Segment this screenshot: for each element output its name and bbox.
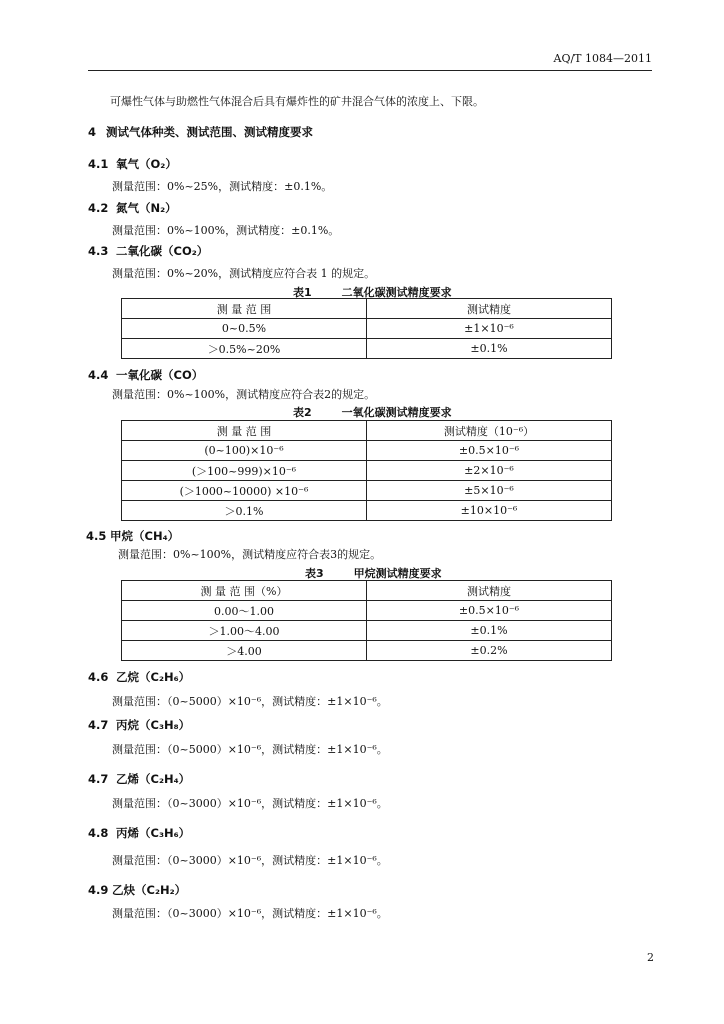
- section-title: 氮气（N₂）: [116, 201, 177, 215]
- section-4-6-heading: [88, 669, 190, 685]
- page-number: 2: [647, 951, 654, 964]
- header-cell: 测试精度: [367, 299, 612, 319]
- table-3-caption: [305, 565, 442, 581]
- section-num: 4.5: [86, 529, 107, 543]
- section-4-heading: [88, 124, 313, 140]
- table-row: [122, 641, 612, 661]
- table-1: [121, 298, 612, 359]
- header-cell: 测 量 范 围: [122, 421, 367, 441]
- table-cell: ±10×10⁻⁶: [367, 501, 612, 521]
- section-4-9-text: 测量范围：（0~3000）×10⁻⁶，测试精度：±1×10⁻⁶。: [112, 907, 388, 920]
- section-4-3-text: 测量范围：0%~20%，测试精度应符合表 1 的规定。: [112, 267, 376, 280]
- table-row: [122, 461, 612, 481]
- section-title: 氧气（O₂）: [116, 157, 177, 171]
- table-row: [122, 319, 612, 339]
- section-title: 乙烷（C₂H₆）: [116, 670, 191, 684]
- table-header-row: [122, 581, 612, 601]
- section-num: 4.7: [88, 772, 109, 786]
- section-4-7-propane-text: 测量范围：（0~5000）×10⁻⁶，测试精度：±1×10⁻⁶。: [112, 743, 388, 756]
- section-4-6-text: 测量范围：（0~5000）×10⁻⁶，测试精度：±1×10⁻⁶。: [112, 695, 388, 708]
- standard-code: AQ/T 1084—2011: [553, 52, 652, 65]
- table-cell: ＞1.00～4.00: [122, 621, 367, 641]
- header-cell: 测 量 范 围: [122, 299, 367, 319]
- section-num: 4.7: [88, 718, 109, 732]
- table-cell: (＞100~999)×10⁻⁶: [122, 461, 367, 481]
- section-4-5-text: 测量范围：0%~100%，测试精度应符合表3的规定。: [118, 548, 382, 561]
- section-title: 乙炔（C₂H₂）: [112, 883, 187, 897]
- section-4-4-text: 测量范围：0%~100%，测试精度应符合表2的规定。: [112, 388, 376, 401]
- section-num: 4.3: [88, 244, 109, 258]
- table-3: [121, 580, 612, 661]
- table-title: 甲烷测试精度要求: [353, 567, 442, 580]
- table-cell: ±5×10⁻⁶: [367, 481, 612, 501]
- table-row: [122, 481, 612, 501]
- section-title: 甲烷（CH₄）: [110, 529, 180, 543]
- table-header-row: [122, 421, 612, 441]
- section-num: 4.6: [88, 670, 109, 684]
- table-2: [121, 420, 612, 521]
- section-title: 乙烯（C₂H₄）: [116, 772, 191, 786]
- table-row: [122, 339, 612, 359]
- section-4-4-heading: [88, 367, 203, 383]
- table-row: [122, 621, 612, 641]
- table-cell: 0~0.5%: [122, 319, 367, 339]
- section-4-7-ethylene-heading: [88, 771, 190, 787]
- table-cell: ＞4.00: [122, 641, 367, 661]
- intro-paragraph: 可爆性气体与助燃性气体混合后具有爆炸性的矿井混合气体的浓度上、下限。: [110, 95, 484, 108]
- section-title: 二氧化碳（CO₂）: [116, 244, 209, 258]
- section-num: 4: [88, 125, 97, 139]
- table-label: 表3: [305, 567, 324, 580]
- section-title: 一氧化碳（CO）: [116, 368, 204, 382]
- section-4-7-ethylene-text: 测量范围：（0~3000）×10⁻⁶，测试精度：±1×10⁻⁶。: [112, 797, 388, 810]
- table-cell: (＞1000~10000) ×10⁻⁶: [122, 481, 367, 501]
- table-header-row: [122, 299, 612, 319]
- table-cell: ±2×10⁻⁶: [367, 461, 612, 481]
- table-cell: ±0.2%: [367, 641, 612, 661]
- section-num: 4.9: [88, 883, 109, 897]
- table-cell: ＞0.5%~20%: [122, 339, 367, 359]
- header-rule: [88, 70, 652, 71]
- table-cell: ±0.5×10⁻⁶: [367, 601, 612, 621]
- table-row: [122, 501, 612, 521]
- section-4-3-heading: [88, 243, 208, 259]
- section-4-5-heading: [86, 528, 179, 544]
- section-title: 丙烯（C₃H₆）: [116, 826, 191, 840]
- header-cell: 测 量 范 围（%）: [122, 581, 367, 601]
- table-cell: (0~100)×10⁻⁶: [122, 441, 367, 461]
- section-num: 4.2: [88, 201, 109, 215]
- table-title: 一氧化碳测试精度要求: [341, 406, 452, 419]
- table-cell: ＞0.1%: [122, 501, 367, 521]
- section-num: 4.4: [88, 368, 109, 382]
- section-4-2-heading: [88, 200, 177, 216]
- section-num: 4.8: [88, 826, 109, 840]
- table-label: 表2: [293, 406, 312, 419]
- section-num: 4.1: [88, 157, 109, 171]
- section-title: 测试气体种类、测试范围、测试精度要求: [106, 125, 313, 139]
- section-4-9-heading: [88, 882, 186, 898]
- table-title: 二氧化碳测试精度要求: [341, 286, 452, 299]
- table-cell: ±1×10⁻⁶: [367, 319, 612, 339]
- section-4-2-text: 测量范围：0%~100%，测试精度：±0.1%。: [112, 224, 340, 237]
- table-label: 表1: [293, 286, 312, 299]
- section-4-8-heading: [88, 825, 190, 841]
- header-cell: 测试精度: [367, 581, 612, 601]
- table-cell: 0.00～1.00: [122, 601, 367, 621]
- table-cell: ±0.1%: [367, 339, 612, 359]
- section-4-7-propane-heading: [88, 717, 190, 733]
- section-4-1-text: 测量范围：0%~25%，测试精度：±0.1%。: [112, 180, 333, 193]
- header-cell: 测试精度（10⁻⁶）: [367, 421, 612, 441]
- table-row: [122, 601, 612, 621]
- section-title: 丙烷（C₃H₈）: [116, 718, 191, 732]
- section-4-8-text: 测量范围：（0~3000）×10⁻⁶，测试精度：±1×10⁻⁶。: [112, 854, 388, 867]
- table-cell: ±0.1%: [367, 621, 612, 641]
- table-2-caption: [293, 404, 452, 420]
- section-4-1-heading: [88, 156, 177, 172]
- table-cell: ±0.5×10⁻⁶: [367, 441, 612, 461]
- table-row: [122, 441, 612, 461]
